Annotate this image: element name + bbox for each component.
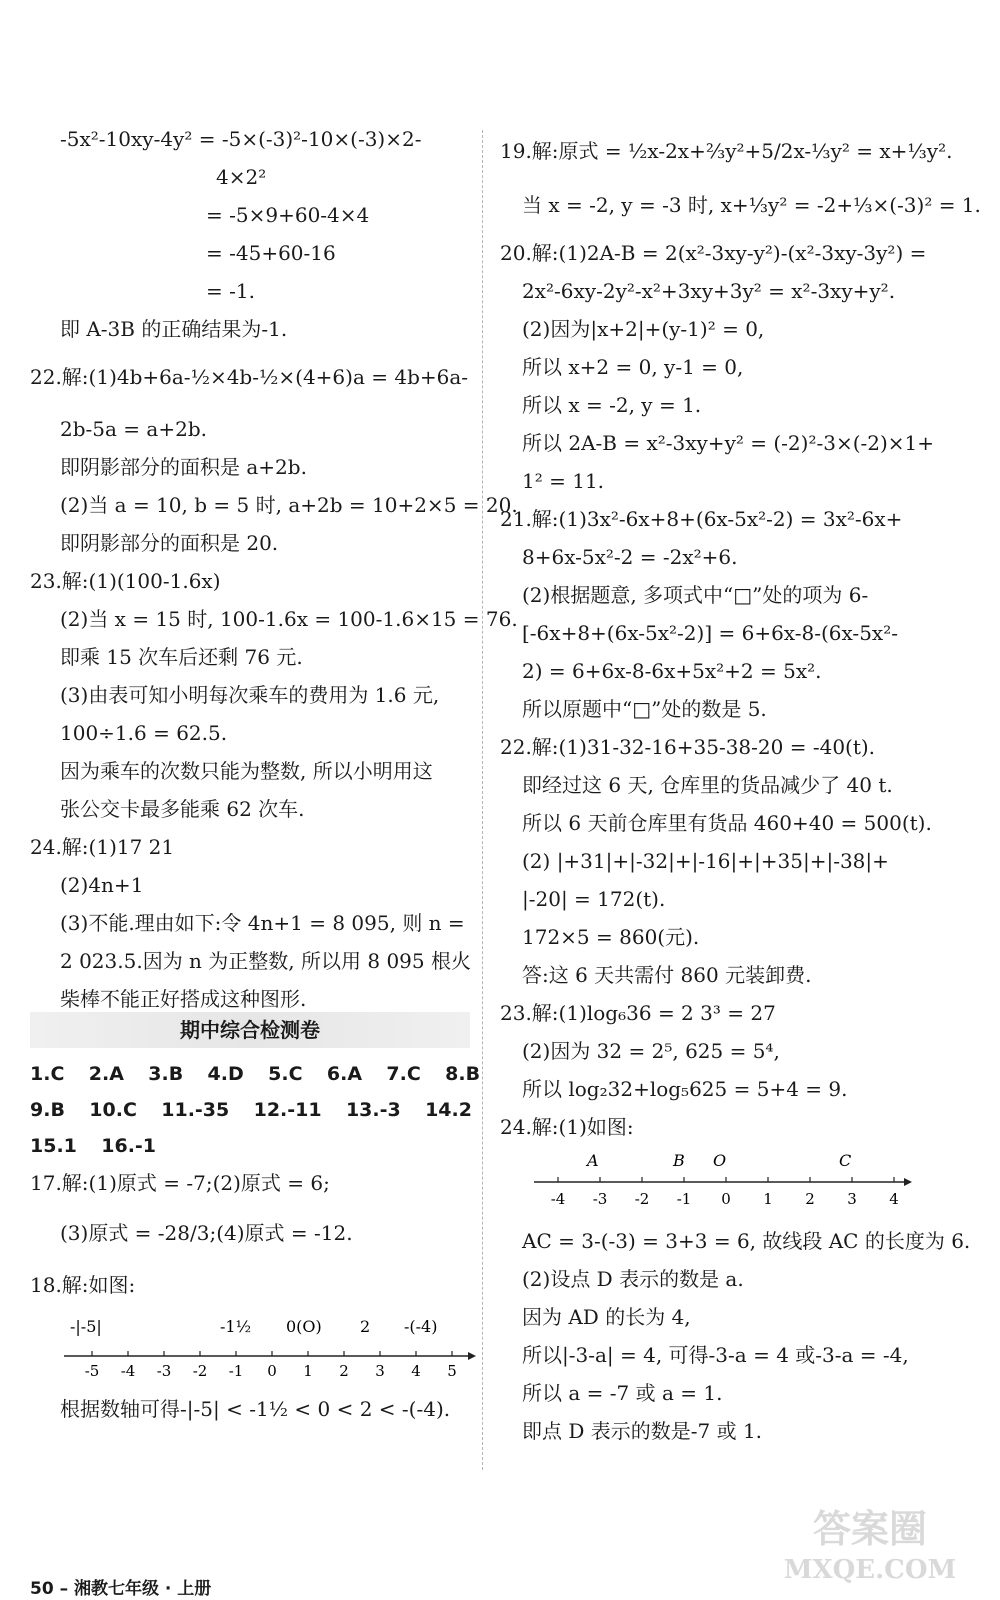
text-line: 即点 D 表示的数是-7 或 1. [522,1419,763,1443]
page-footer: 50 – 湘教七年级 · 上册 [30,1579,212,1599]
answer: 3.B [148,1063,184,1085]
answer: 14.2 [425,1099,472,1121]
text-line: (3)原式 = -28/3;(4)原式 = -12. [60,1221,353,1245]
text-line: 8+6x-5x²-2 = -2x²+6. [522,545,738,569]
text-line: 1² = 11. [522,469,605,493]
text-line: 根据数轴可得-|-5| < -1½ < 0 < 2 < -(-4). [60,1397,451,1421]
question-22: 22.解:(1)4b+6a-½×4b-½×(4+6)a = 4b+6a- [30,365,469,389]
text-line: (2) |+31|+|-32|+|-16|+|+35|+|-38|+ [522,849,889,873]
question-23: 23.解:(1)log₆36 = 2 3³ = 27 [500,1001,776,1025]
question-17: 17.解:(1)原式 = -7;(2)原式 = 6; [30,1171,330,1195]
text-line: = -45+60-16 [206,241,336,265]
text-line: 所以 x = -2, y = 1. [522,393,702,417]
tick-label: 1 [303,1362,313,1380]
watermark-text: 答案圈 [812,1506,928,1551]
tick-label: 4 [411,1362,421,1380]
text-line: |-20| = 172(t). [522,887,666,911]
text-line: 2) = 6+6x-8-6x+5x²+2 = 5x². [522,659,822,683]
text-line: [-6x+8+(6x-5x²-2)] = 6+6x-8-(6x-5x²- [522,621,898,645]
text-line: 2x²-6xy-2y²-x²+3xy+3y² = x²-3xy+y². [522,279,896,303]
text-line: = -1. [206,279,255,303]
text-line: 所以 6 天前仓库里有货品 460+40 = 500(t). [522,811,932,835]
answer: 10.C [89,1099,137,1121]
text-line: (3)由表可知小明每次乘车的费用为 1.6 元, [60,683,440,707]
answer: 1.C [30,1063,65,1085]
text-line: 张公交卡最多能乘 62 次车. [60,797,305,821]
number-line-q18 [60,1314,480,1384]
tick-label: -2 [192,1362,208,1380]
question-24: 24.解:(1)如图: [500,1115,634,1139]
answer: 13.-3 [345,1099,401,1121]
point-label: -1½ [220,1317,252,1336]
answer: 7.C [386,1063,421,1085]
text-line: 当 x = -2, y = -3 时, x+⅓y² = -2+⅓×(-3)² = 1. [522,193,981,217]
answer: 4.D [207,1063,244,1085]
number-line-q24 [530,1150,920,1220]
text-line: (3)不能.理由如下:令 4n+1 = 8 095, 则 n = [60,911,465,935]
point-label: -|-5| [70,1317,102,1336]
answer: 2.A [88,1063,124,1085]
section-title: 期中综合检测卷 [30,1012,470,1048]
point-label: -(-4) [404,1317,438,1336]
answer: 16.-1 [101,1135,157,1157]
answer: 6.A [326,1063,363,1085]
answer: 5.C [268,1063,303,1085]
answer: 8.B [445,1063,481,1085]
question-23: 23.解:(1)(100-1.6x) [30,569,221,593]
question-18: 18.解:如图: [30,1273,136,1297]
tick-label: 0 [721,1190,731,1208]
tick-label: 0 [267,1362,277,1380]
answer: 11.-35 [161,1099,230,1121]
text-line: (2)当 a = 10, b = 5 时, a+2b = 10+2×5 = 20. [60,493,518,517]
tick-label: -1 [676,1190,692,1208]
text-line: 所以 a = -7 或 a = 1. [522,1381,723,1405]
tick-label: 3 [375,1362,385,1380]
column-divider [482,130,483,1470]
point-label: 2 [360,1317,371,1336]
text-line: 4×2² [216,165,267,189]
point-label: C [839,1151,852,1170]
text-line: 即经过这 6 天, 仓库里的货品减少了 40 t. [522,773,893,797]
answers-row-2 [30,1094,490,1125]
answers-row-1 [30,1058,498,1089]
text-line: 所以|-3-a| = 4, 可得-3-a = 4 或-3-a = -4, [522,1343,909,1367]
question-19: 19.解:原式 = ½x-2x+⅔y²+5/2x-⅓y² = x+⅓y². [500,139,953,163]
watermark-logo [770,1500,970,1586]
text-line: AC = 3-(-3) = 3+3 = 6, 故线段 AC 的长度为 6. [522,1229,971,1253]
tick-label: 3 [847,1190,857,1208]
tick-label: -4 [120,1362,136,1380]
text-line: 即阴影部分的面积是 20. [60,531,279,555]
tick-label: 5 [447,1362,457,1380]
point-label: A [587,1151,599,1170]
tick-label: 2 [805,1190,815,1208]
question-22: 22.解:(1)31-32-16+35-38-20 = -40(t). [500,735,876,759]
text-line: 柴棒不能正好搭成这种图形. [60,987,307,1011]
tick-label: -5 [84,1362,100,1380]
text-line: (2)因为|x+2|+(y-1)² = 0, [522,317,765,341]
text-line: 所以 log₂32+log₅625 = 5+4 = 9. [522,1077,848,1101]
tick-label: -4 [550,1190,566,1208]
answer: 9.B [30,1099,65,1121]
text-line: -5x²-10xy-4y² = -5×(-3)²-10×(-3)×2- [60,127,422,151]
text-line: 2b-5a = a+2b. [60,417,207,441]
answer: 15.1 [30,1135,77,1157]
text-line: 2 023.5.因为 n 为正整数, 所以用 8 095 根火 [60,949,471,973]
tick-label: -3 [592,1190,608,1208]
text-line: 答:这 6 天共需付 860 元装卸费. [522,963,812,987]
text-line: (2)根据题意, 多项式中“□”处的项为 6- [522,583,869,607]
text-line: 所以 x+2 = 0, y-1 = 0, [522,355,744,379]
question-20: 20.解:(1)2A-B = 2(x²-3xy-y²)-(x²-3xy-3y²) = [500,241,927,265]
text-line: (2)设点 D 表示的数是 a. [522,1267,744,1291]
tick-label: -3 [156,1362,172,1380]
tick-label: 1 [763,1190,773,1208]
point-label: B [673,1151,685,1170]
tick-label: -2 [634,1190,650,1208]
watermark-url: MXQE.COM [783,1555,957,1585]
text-line: 172×5 = 860(元). [522,925,700,949]
text-line: 100÷1.6 = 62.5. [60,721,228,745]
tick-label: 2 [339,1362,349,1380]
text-line: = -5×9+60-4×4 [206,203,370,227]
text-line: 所以原题中“□”处的数是 5. [522,697,767,721]
text-line: 因为 AD 的长为 4, [522,1305,691,1329]
point-label: 0(O) [286,1317,322,1336]
tick-label: -1 [228,1362,244,1380]
text-line: (2)4n+1 [60,873,144,897]
text-line: 因为乘车的次数只能为整数, 所以小明用这 [60,759,433,783]
answer: 12.-11 [253,1099,322,1121]
text-line: 所以 2A-B = x²-3xy+y² = (-2)²-3×(-2)×1+ [522,431,935,455]
text-line: 即阴影部分的面积是 a+2b. [60,455,307,479]
question-24: 24.解:(1)17 21 [30,835,175,859]
text-line: (2)因为 32 = 2⁵, 625 = 5⁴, [522,1039,780,1063]
text-line: (2)当 x = 15 时, 100-1.6x = 100-1.6×15 = 76. [60,607,518,631]
text-line: 即乘 15 次车后还剩 76 元. [60,645,303,669]
text-line: 即 A-3B 的正确结果为-1. [60,317,288,341]
tick-label: 4 [889,1190,899,1208]
question-21: 21.解:(1)3x²-6x+8+(6x-5x²-2) = 3x²-6x+ [500,507,903,531]
point-label: O [713,1151,727,1170]
answers-row-3 [30,1130,174,1161]
